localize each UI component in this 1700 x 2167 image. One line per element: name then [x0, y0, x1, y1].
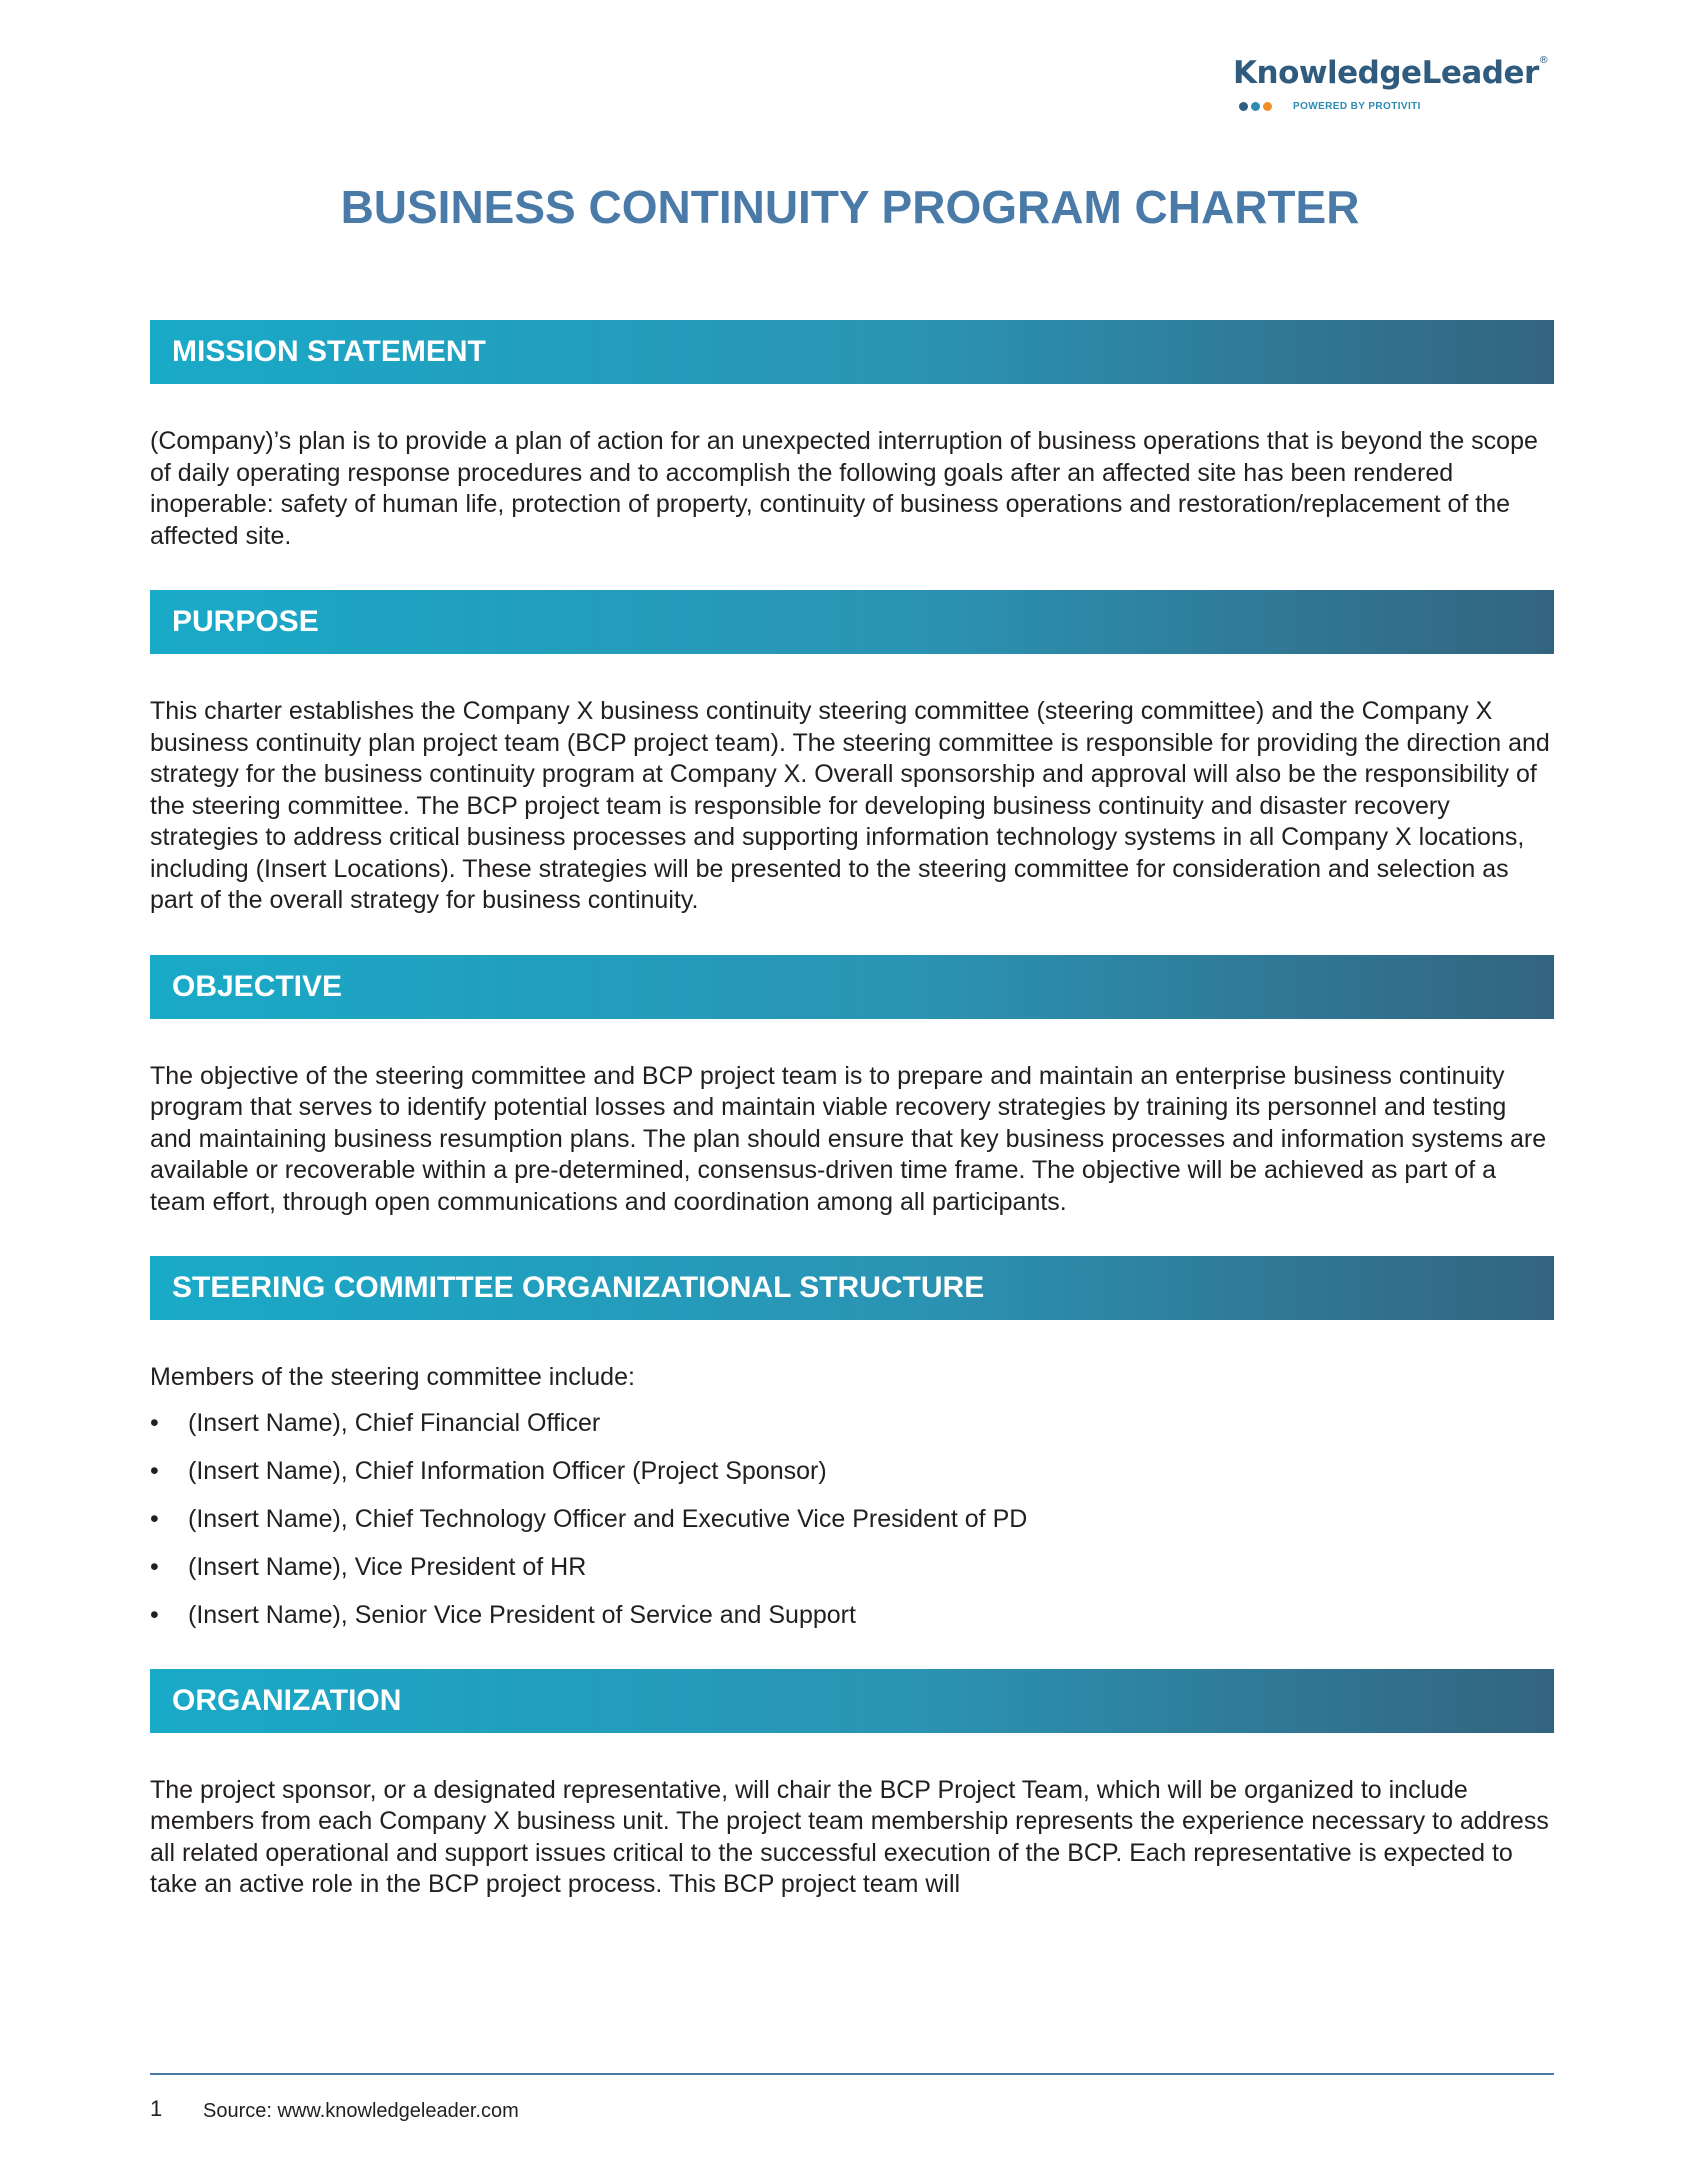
page-number: 1 [150, 2096, 163, 2121]
section-heading-mission: MISSION STATEMENT [150, 320, 1554, 384]
brand-dot [1239, 102, 1248, 111]
document-body [150, 320, 1554, 1939]
bullet-icon: • [150, 1456, 159, 1485]
section-body-steering [150, 1362, 1554, 1631]
section-heading-steering: STEERING COMMITTEE ORGANIZATIONAL STRUCTURE [150, 1256, 1554, 1320]
member-text: (Insert Name), Senior Vice President of Service and Support [188, 1600, 856, 1629]
list-item [150, 1600, 1554, 1631]
bullet-icon: • [150, 1600, 159, 1629]
brand-name [1233, 55, 1563, 91]
document-title: BUSINESS CONTINUITY PROGRAM CHARTER [340, 181, 1360, 233]
member-text: (Insert Name), Chief Technology Officer and Executive Vice President of PD [188, 1504, 1028, 1533]
bullet-icon: • [150, 1552, 159, 1581]
brand-dot [1263, 102, 1272, 111]
section-heading-purpose: PURPOSE [150, 590, 1554, 654]
powered-by-text: POWERED BY PROTIVITI [1293, 101, 1421, 112]
brand-name-text: KnowledgeLeader [1233, 55, 1539, 91]
brand-logo [1233, 55, 1563, 112]
list-item [150, 1552, 1554, 1583]
brand-tagline [1233, 101, 1563, 112]
steering-intro: Members of the steering committee include: [150, 1363, 635, 1391]
section-heading-organization: ORGANIZATION [150, 1669, 1554, 1733]
purpose-text: This charter establishes the Company X business continuity steering committee (steering committee) and the Company X business continuity plan project team (BCP project team). The steering committee is responsible for providing the direction and strategy for the business continuity program at Company X. Overall sponsorship and approval will also be the responsibility of the steering committee. The BCP project team is responsible for developing business continuity and disaster recovery strategies to address critical business processes and supporting information technology systems in all Company X locations, including (Insert Locations). These strategies will be presented to the steering committee for consideration and selection as part of the overall strategy for business continuity. [150, 697, 1550, 914]
section-body-organization [150, 1775, 1554, 1901]
bullet-icon: • [150, 1504, 159, 1533]
list-item [150, 1408, 1554, 1439]
member-text: (Insert Name), Chief Information Officer (Project Sponsor) [188, 1456, 827, 1485]
brand-dots-icon [1239, 102, 1275, 111]
member-text: (Insert Name), Vice President of HR [188, 1552, 587, 1581]
source-link[interactable]: Source: www.knowledgeleader.com [203, 2100, 519, 2122]
member-text: (Insert Name), Chief Financial Officer [188, 1408, 601, 1437]
objective-text: The objective of the steering committee and BCP project team is to prepare and maintain an enterprise business continuity program that serves to identify potential losses and maintain viable recovery strategies by training its personnel and testing and maintaining business resumption plans. The plan should ensure that key business processes and information systems are available or recoverable within a pre-determined, consensus-driven time frame. The objective will be achieved as part of a team effort, through open communications and coordination among all participants. [150, 1061, 1547, 1216]
registered-mark: ® [1538, 55, 1549, 66]
brand-dot [1251, 102, 1260, 111]
footer-divider [150, 2073, 1554, 2075]
section-heading-objective: OBJECTIVE [150, 955, 1554, 1019]
section-body-objective [150, 1061, 1554, 1219]
section-body-mission [150, 426, 1554, 552]
section-body-purpose [150, 696, 1554, 917]
steering-member-list [150, 1408, 1554, 1631]
mission-text: (Company)’s plan is to provide a plan of action for an unexpected interruption of business operations that is beyond the scope of daily operating response procedures and to accomplish the following goals after an affected site has been rendered inoperable: safety of human life, protection of property, continuity of business operations and restoration/replacement of the affected site. [150, 427, 1538, 550]
bullet-icon: • [150, 1408, 159, 1437]
list-item [150, 1504, 1554, 1535]
organization-text: The project sponsor, or a designated representative, will chair the BCP Project Team, which will be organized to include members from each Company X business unit. The project team membership represents the experience necessary to address all related operational and support issues critical to the successful execution of the BCP. Each representative is expected to take an active role in the BCP project process. This BCP project team will [150, 1775, 1549, 1898]
list-item [150, 1456, 1554, 1487]
